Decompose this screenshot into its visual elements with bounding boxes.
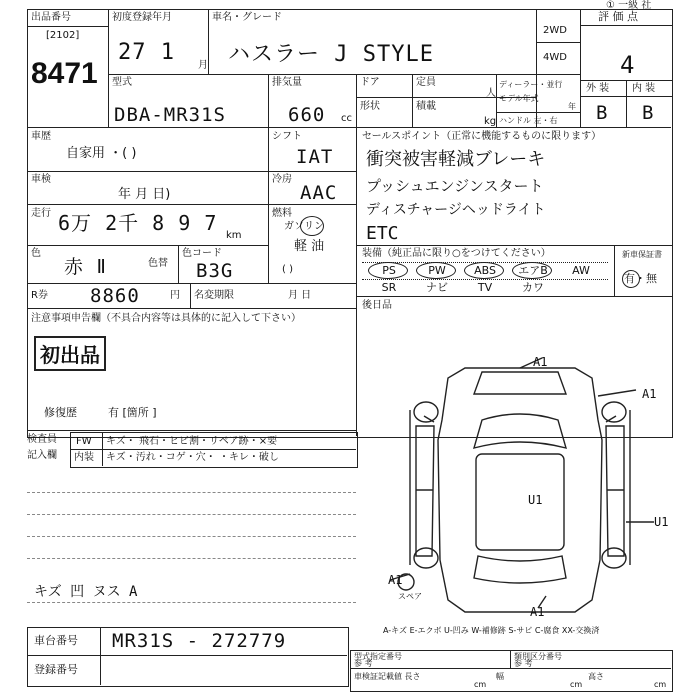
title-expiry-value: 月 日 (288, 290, 312, 301)
shift-label: シフト (272, 131, 302, 142)
height-label: 高さ (588, 672, 604, 681)
fw-items: キズ・ 飛石・ヒビ割・リペア跡・×要 (106, 436, 278, 447)
lot-number-label: 出品番号 (31, 12, 71, 23)
fuel-gasoline: ガソリン (284, 221, 324, 232)
recycle-label: R券 (31, 290, 48, 301)
model-grade-label: 車名・グレード (212, 12, 282, 23)
capacity-label: 定員 (416, 77, 436, 88)
shift-value: IAT (296, 146, 334, 168)
reference-label: 参 考 (354, 659, 373, 668)
first-registration-month-unit: 月 (198, 60, 208, 71)
recycle-value: 8860 (90, 285, 140, 307)
damage-label-rear-left: A1 (388, 573, 403, 587)
damage-label-front: A1 (533, 355, 548, 369)
evaluation-score: 4 (620, 51, 636, 79)
interior-check-label: 内装 (74, 452, 94, 463)
sales-point-1: 衝突被害軽減ブレーキ (366, 149, 546, 170)
lot-sub-number: [2102] (46, 30, 80, 41)
equip-abs: ABS (474, 264, 496, 277)
damage-label-roof: U1 (528, 493, 543, 507)
history-label: 車歴 (31, 131, 51, 142)
recycle-unit: 円 (170, 290, 180, 301)
repair-history-value: 有 [箇所 ] (108, 406, 157, 419)
notes-label: 注意事項申告欄（不具合内容等は具体的に記入して下さい） (31, 313, 301, 324)
reference-label-2: 参 考 (514, 659, 533, 668)
load-label: 積載 (416, 101, 436, 112)
damage-legend: A-キズ E-エクボ U-凹み W-補修跡 S-サビ C-腐食 XX-交換済 (383, 626, 600, 635)
sales-points-label: セールスポイント（正常に機能するものに限ります） (362, 131, 602, 142)
chassis-number-label: 車台番号 (34, 634, 78, 647)
interior-grade: B (642, 102, 655, 124)
chassis-number-value: MR31S - 272779 (112, 630, 287, 652)
width-label: 幅 (496, 672, 504, 681)
title-expiry-label: 名変期限 (194, 290, 234, 301)
equip-ps: PS (382, 264, 396, 277)
repair-history-label: 修復歴 (44, 406, 77, 419)
first-listing-stamp: 初出品 (34, 336, 106, 371)
model-year-label: モデル年式 (499, 94, 539, 103)
inspector-handwritten-note: キズ 凹 ヌス A (34, 584, 138, 600)
color-code-value: B3G (196, 260, 234, 282)
mileage-label: 走行 (31, 208, 51, 219)
equip-airbag: エアB (518, 264, 548, 277)
fuel-light-oil: 軽 油 (294, 239, 325, 254)
damage-label-right-side: U1 (654, 515, 669, 529)
first-registration-value: 27 1 (118, 40, 175, 65)
fuel-paren: ( ) (282, 264, 293, 275)
equipment-label: 装備（純正品に限り○をつけてください） (362, 248, 551, 259)
width-unit: cm (570, 680, 583, 689)
ac-value: AAC (300, 182, 338, 204)
inspection-grade-note: ① 一級 社 (606, 0, 652, 11)
length-unit: cm (474, 680, 487, 689)
history-value: 自家用 ・( ) (66, 146, 137, 161)
warranty-label: 新車保証書 (622, 250, 662, 259)
inspection-value: 年 月 日) (118, 187, 171, 202)
color-value: 赤 Ⅱ (64, 256, 107, 278)
capacity-unit: 人 (486, 88, 496, 99)
sales-point-3: ディスチャージヘッドライト (366, 202, 546, 218)
exterior-grade: B (596, 102, 609, 124)
model-year-unit: 年 (568, 102, 576, 111)
warranty-yes-circle (622, 270, 640, 288)
sales-point-4: ETC (366, 223, 399, 244)
sales-point-2: プッシュエンジンスタート (366, 177, 544, 195)
model-type-label: 型式 (112, 77, 132, 88)
rear-items-label: 後日品 (362, 300, 392, 311)
dealer-label: ディーラー・並行 (499, 80, 563, 89)
displacement-label: 排気量 (272, 77, 302, 88)
handle-label: ハンドル 左・右 (499, 116, 558, 125)
registration-number-label: 登録番号 (34, 663, 78, 676)
displacement-value: 660 (288, 104, 326, 126)
model-type-value: DBA-MR31S (114, 104, 226, 126)
spare-label: スペア (398, 592, 422, 601)
exterior-label: 外 装 (586, 83, 610, 94)
equip-leather: カワ (522, 281, 544, 294)
warranty-value: 有・無 (624, 272, 657, 285)
color-code-label: 色コード (182, 248, 222, 259)
height-unit: cm (654, 680, 667, 689)
first-registration-label: 初度登録年月 (112, 12, 172, 23)
evaluation-label: 評 価 点 (598, 10, 638, 23)
category-number-label: 類別区分番号 (514, 652, 562, 661)
entry-field-label: 記入欄 (27, 450, 57, 461)
mileage-value: 6万 2千 8 9 7 (58, 211, 218, 235)
shape-label: 形状 (360, 101, 380, 112)
color-label: 色 (31, 248, 41, 259)
car-damage-diagram (370, 350, 670, 620)
displacement-unit: cc (341, 113, 352, 124)
interior-items: キズ・汚れ・コゲ・穴・ ・キレ・破し (106, 452, 279, 463)
equip-pw: PW (428, 264, 446, 277)
damage-label-front-right: A1 (642, 387, 657, 401)
lot-number: 8471 (31, 57, 98, 90)
inspection-label: 車検 (31, 174, 51, 185)
inspector-label: 検査員 (27, 434, 57, 445)
fuel-label: 燃料 (272, 208, 292, 219)
color-change-label: 色替 (148, 258, 168, 269)
load-unit: kg (484, 116, 497, 127)
drive-2wd: 2WD (543, 25, 567, 36)
door-label: ドア (360, 77, 380, 88)
ac-label: 冷房 (272, 174, 292, 185)
interior-label: 内 装 (632, 83, 656, 94)
mileage-unit: km (226, 230, 242, 241)
type-designation-label: 型式指定番号 (354, 652, 402, 661)
model-grade-value: ハスラー J STYLE (228, 42, 434, 67)
equip-pw-circle (416, 262, 456, 279)
drive-4wd: 4WD (543, 52, 567, 63)
equip-navi: ナビ (426, 281, 448, 294)
equip-tv: TV (477, 281, 493, 294)
damage-label-rear: A1 (530, 605, 545, 619)
equip-abs-circle (464, 262, 504, 279)
equip-airbag-circle (512, 262, 552, 279)
fw-label: FW (76, 436, 92, 447)
vehicle-length-label: 車検証記載値 長さ (354, 672, 421, 681)
equip-aw: AW (572, 264, 590, 277)
equip-ps-circle (368, 262, 408, 279)
equip-sr: SR (381, 281, 397, 294)
